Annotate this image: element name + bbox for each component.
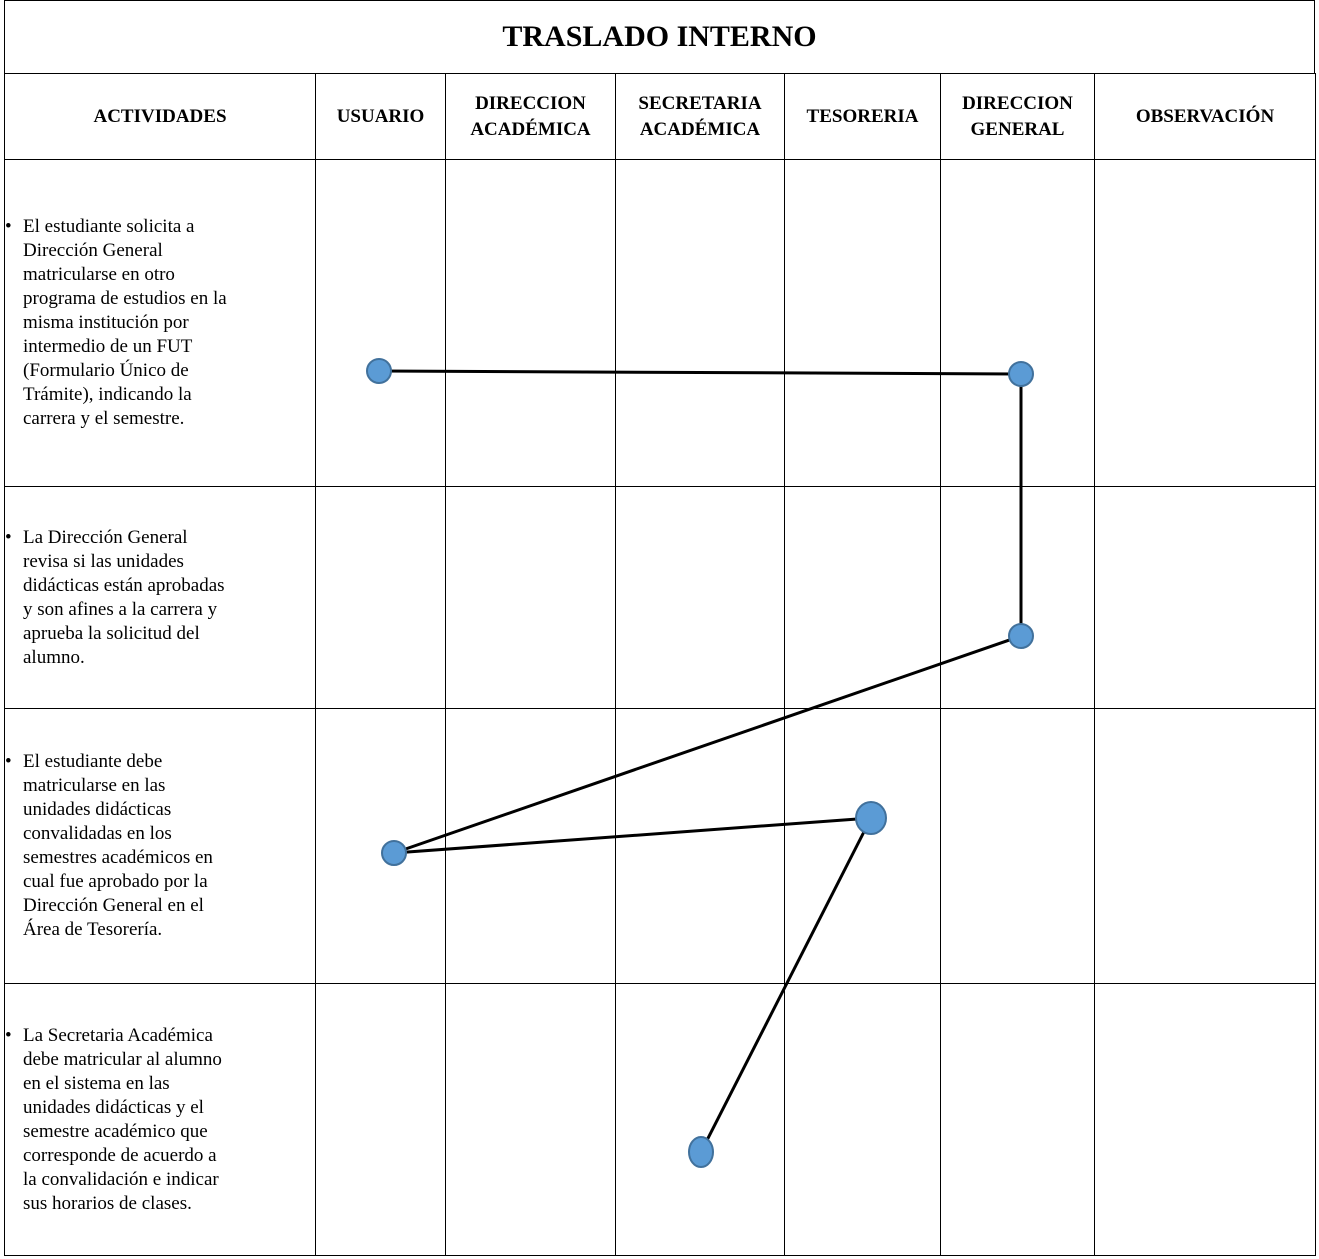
lane-cell — [616, 487, 785, 709]
column-header-direccion-academica: DIRECCION ACADÉMICA — [446, 74, 616, 160]
observation-cell — [1095, 160, 1316, 487]
lane-cell — [446, 160, 616, 487]
bullet-icon: • — [5, 751, 12, 772]
lane-cell — [616, 984, 785, 1256]
activity-text: La Secretaria Académica debe matricular al alumno en el sistema en las unidades didácticas y el semestre académico que corresponde de acuerdo a la convalidación e indicar sus horarios de clases. — [23, 1024, 222, 1214]
lane-cell — [785, 709, 941, 984]
column-header-secretaria-academica: SECRETARIA ACADÉMICA — [616, 74, 785, 160]
activity-cell — [5, 487, 316, 709]
lane-cell — [941, 709, 1095, 984]
activity-text: La Dirección General revisa si las unidades didácticas están aprobadas y son afines a la carrera y aprueba la solicitud del alumno. — [23, 526, 225, 668]
column-header-usuario: USUARIO — [316, 74, 446, 160]
lane-cell — [785, 160, 941, 487]
lane-cell — [941, 487, 1095, 709]
lane-cell — [785, 984, 941, 1256]
activity-row — [5, 709, 1316, 984]
bullet-icon: • — [5, 216, 12, 237]
bullet-icon: • — [5, 1024, 12, 1046]
activity-text: El estudiante solicita a Dirección General matricularse en otro programa de estudios en la misma institución por intermedio de un FUT (Formulario Único de Trámite), indicando la carrera y el semestre. — [23, 216, 227, 429]
column-header-actividades: ACTIVIDADES — [5, 74, 316, 160]
activity-cell — [5, 709, 316, 984]
column-header-direccion-general: DIRECCION GENERAL — [941, 74, 1095, 160]
lane-cell — [446, 487, 616, 709]
diagram-title: TRASLADO INTERNO — [4, 0, 1315, 74]
observation-cell — [1095, 487, 1316, 709]
swimlane-table — [4, 73, 1316, 1256]
activity-text: El estudiante debe matricularse en las unidades didácticas convalidadas en los semestres académicos en cual fue aprobado por la Dirección General en el Área de Tesorería. — [23, 751, 213, 940]
bullet-icon: • — [5, 526, 12, 548]
lane-cell — [616, 709, 785, 984]
lane-cell — [446, 984, 616, 1256]
activity-row — [5, 984, 1316, 1256]
activity-row — [5, 487, 1316, 709]
lane-cell — [446, 709, 616, 984]
lane-cell — [941, 160, 1095, 487]
header-row — [5, 74, 1316, 160]
lane-cell — [316, 487, 446, 709]
column-header-tesoreria: TESORERIA — [785, 74, 941, 160]
activity-cell — [5, 160, 316, 487]
observation-cell — [1095, 709, 1316, 984]
observation-cell — [1095, 984, 1316, 1256]
activity-cell — [5, 984, 316, 1256]
lane-cell — [941, 984, 1095, 1256]
lane-cell — [316, 984, 446, 1256]
lane-cell — [316, 160, 446, 487]
lane-cell — [616, 160, 785, 487]
lane-cell — [785, 487, 941, 709]
column-header-observacion: OBSERVACIÓN — [1095, 74, 1316, 160]
lane-cell — [316, 709, 446, 984]
activity-row — [5, 160, 1316, 487]
